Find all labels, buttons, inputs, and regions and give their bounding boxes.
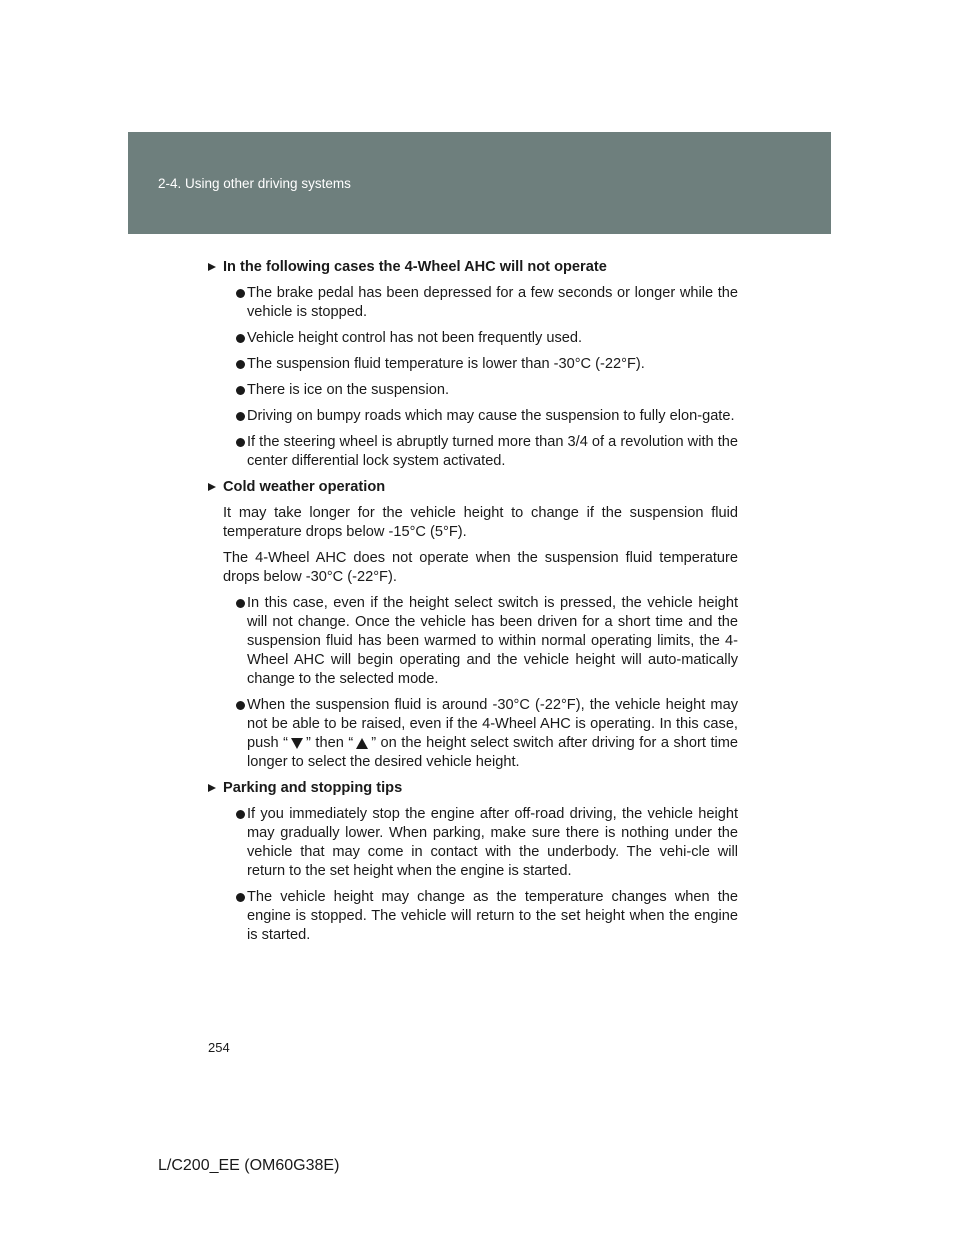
paragraph: It may take longer for the vehicle height to change if the suspension fluid temperature drops below -15°C (5°F). [223, 505, 738, 540]
section-marker-icon [208, 784, 216, 792]
section-marker-icon [208, 263, 216, 271]
bullet-icon [236, 386, 245, 395]
page-number: 254 [208, 1040, 230, 1055]
list-item: Driving on bumpy roads which may cause the suspension to fully elon-gate. [208, 407, 738, 426]
bullet-icon [236, 438, 245, 447]
up-triangle-icon [356, 738, 368, 749]
bullet-icon [236, 360, 245, 369]
list-item: The suspension fluid temperature is lower than -30°C (-22°F). [208, 355, 738, 374]
list-item: If you immediately stop the engine after off-road driving, the vehicle height may gradually lower. When parking, make sure there is nothing under the vehicle that may come in contact with the underbody. The vehi-cle will return to the set height when the engine is started. [208, 805, 738, 881]
list-item: There is ice on the suspension. [208, 381, 738, 400]
list-item: The vehicle height may change as the temperature changes when the engine is stopped. The vehicle will return to the set height when the engine is started. [208, 888, 738, 945]
list-item: If the steering wheel is abruptly turned more than 3/4 of a revolution with the center differential lock system activated. [208, 433, 738, 471]
bullet-icon [236, 334, 245, 343]
list-item: When the suspension fluid is around -30°C (-22°F), the vehicle height may not be able to be raised, even if the 4-Wheel AHC is operating. In this case, push “ ” then “ ” on the height select switch after driving for a short time longer to select the desired vehicle height. [208, 696, 738, 772]
chapter-header [128, 132, 831, 234]
document-code: L/C200_EE (OM60G38E) [158, 1157, 340, 1174]
down-triangle-icon [291, 738, 303, 749]
bullet-icon [236, 412, 245, 421]
section-heading: Cold weather operation [208, 478, 738, 497]
bullet-icon [236, 289, 245, 298]
bullet-icon [236, 893, 245, 902]
chapter-title: 2-4. Using other driving systems [158, 176, 351, 191]
paragraph: The 4-Wheel AHC does not operate when the suspension fluid temperature drops below -30°C (-22°F). [223, 550, 738, 585]
bullet-icon [236, 701, 245, 710]
section-marker-icon [208, 483, 216, 491]
list-item: Vehicle height control has not been frequently used. [208, 329, 738, 348]
bullet-icon [236, 599, 245, 608]
section-heading: Parking and stopping tips [208, 779, 738, 798]
list-item: In this case, even if the height select switch is pressed, the vehicle height will not change. Once the vehicle has been driven for a short time and the suspension fluid has been warmed to within normal operating limits, the 4-Wheel AHC will begin operating and the vehicle height will auto-matically change to the selected mode. [208, 594, 738, 689]
list-item: The brake pedal has been depressed for a few seconds or longer while the vehicle is stopped. [208, 284, 738, 322]
page-content [208, 258, 738, 952]
section-heading: In the following cases the 4-Wheel AHC will not operate [208, 258, 738, 277]
bullet-icon [236, 810, 245, 819]
